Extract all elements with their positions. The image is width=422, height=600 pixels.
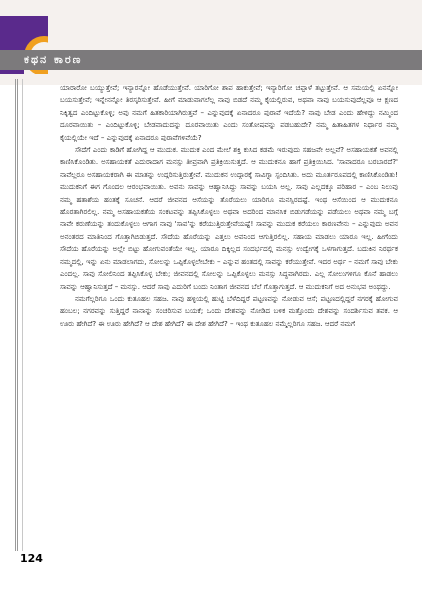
paragraph: ನಮಗೆಲ್ಲರಿಗೂ ಒಂದು ಕುತೂಹಲ ಸಹಜ. ನಾವು ಹಳ್ಳಿಯಲ್ಲಿ ಹುಟ್ಟಿ ಬೆಳೆದಿದ್ದರೆ ಪಟ್ಟಣವನ್ನು ನೋಡುವ ಆಸೆ; ಪಟ್ಟಣದಲ್ಲಿದ್ದರೆ ನಗರಕ್ಕೆ ಹೋಗುವ ಹಂಬಲ; ನಗರವನ್ನು ಸುತ್ತಿದ್ದರೆ ನಾನಾನ್ನು ಸಂಚರಿಸುವ ಬಯಕೆ; ಒಂದು ದೇಶವನ್ನು ನೋಡಿದ ಬಳಿಕ ಮತ್ತೊಂದು ದೇಶವನ್ನು ಸಂದರ್ಶಿಸುವ ತವಕ. ಆ ಊರು ಹೇಗಿದೆ? ಈ ಊರು ಹೇಗಿದೆ? ಆ ದೇಶ ಹೇಗಿದೆ? ಈ ದೇಶ ಹೇಗಿದೆ? – ಇಂಥ ಕುತೂಹಲ ನಮ್ಮೆಲ್ಲರಿಗೂ ಸಹಜ. ಆದರೆ ನಮಗೆ xyxy=(60,293,398,328)
paragraph: ಸೌದೆಗೆ ಎಂದು ಕಾಡಿಗೆ ಹೋಗಿದ್ದ ಆ ಮುದುಕ. ಮುದುಕ ಎಂದ ಮೇಲೆ ಶಕ್ತಿ ಕುಸಿದ ಕಡಮೆ ಇರುವುದು ಸಹಜವೇ ಅಲ್ಲವೆ? ಅಸಹಾಯಕತೆ ಅವನಲ್ಲಿ ಕಾಣಿಸಿಕೊಂಡಿತು. ಅಸಹಾಯಕತೆ ಎದುರಾದಾಗ ಮನಸ್ಸು ತೀವ್ರವಾಗಿ ಪ್ರತಿಕ್ರಿಯಿಸುತ್ತದೆ. ಆ ಮುದುಕನೂ ಹಾಗೆ ಪ್ರತಿಕ್ರಿಯಿಸಿದ. 'ಸಾವಾದರೂ ಬರಬಾರದೆ?' ನಾವೆಲ್ಲರೂ ಅಸಹಾಯಕರಾಗಿ ಈ ಮಾತನ್ನು ಉದ್ಗರಿಸುತ್ತಿರುತ್ತೇವೆ. ಮುದುಕನ ಉದ್ಗಾರಕ್ಕೆ ಸಾವಿಗ್ನಾ ಸ್ಪಂದಿಸಿತು. ಅದು ಮೂರ್ತರೂಪದಲ್ಲಿ ಕಾಣಿಸಿಕೊಂಡಿತು! ಮುದುಕನಿಗೆ ಈಗ ಗೊಂದಲ ಆರಂಭವಾಯಿತು. ಅವನು ಸಾವನ್ನು ಆಹ್ವಾನಿಸಿದ್ದು ಸಾವನ್ನು ಬಯಸಿ ಅಲ್ಲ. ಸಾವು ಎಲ್ಲದಕ್ಕೂ ಪರಿಹಾರ – ಎಂಬ ನಿಲುವು ನಮ್ಮ ಹತಾಶೆಯ ಹಂತಕ್ಕೆ ಸೂಚನೆ. ಆದರೆ ಜೀವನದ ಆಸೆಯನ್ನು ತೊರೆಯಲು ಯಾರಿಗೂ ಮನಸ್ಸಿರದಷ್ಟೆ. ಇಂಥ ಆಸೆಯಿಂದ ಆ ಮುದುಕನೂ ಹೊರತಾಗಿರಲಿಲ್ಲ. ನಮ್ಮ ಅಸಹಾಯಕತೆಯ ಸಂಕಟವನ್ನು ತಪ್ಪಿಸಿಕೊಳ್ಳಲು ಅಥವಾ ಅದರಿಂದ ಮಾನಸಿಕ ಬಿಡುಗಡೆಯನ್ನು ಪಡೆಯಲು ಅಥವಾ ನಮ್ಮ ಬಗ್ಗೆ ನಾವೇ ಕರುಣೆಯನ್ನು ತಂದುಕೊಳ್ಳಲು ಆಗಾಗ ನಾವು 'ಸಾವ'ನ್ನು ಕರೆಯುತ್ತಿರುತ್ತೇವೆಯಷ್ಟೆ! ಸಾವನ್ನು ಮುದುಕ ಕರೆಯಲು ಕಾರಣವೇನು – ಎನ್ನುವುದು ಅವನ ಅನಂತರದ ಮಾತಿನಿಂದ ಗೊತ್ತಾಗಿಬಿಡುತ್ತದೆ. ಸೌದೆಯ ಹೊರೆಯನ್ನು ಎತ್ತಲು ಅವನಿಂದ ಆಗುತ್ತಿರಲಿಲ್ಲ. ಸಹಾಯ ಮಾಡಲು ಯಾರೂ ಇಲ್ಲ. ಹೀಗೆಂದು ಸೌದೆಯ ಹೊರೆಯನ್ನು ಅಲ್ಲೇ ಬಿಟ್ಟು ಹೋಗುವಂತೆಯೇ ಇಲ್ಲ. ಯಾರೂ ದಿಕ್ಕಿಲ್ಲದ ಸಂದರ್ಭದಲ್ಲಿ ಮನಸ್ಸು ಉದ್ವೇಗಕ್ಕೆ ಒಳಗಾಗುತ್ತದೆ. ಬದುಕಿನ ನಿರರ್ಥಕ ನಮ್ಮದಲ್ಲಿ, ಇನ್ನು ಏನು ಮಾಡಲಾಗದು, ಸೋಲನ್ನು ಒಪ್ಪಿಕೊಳ್ಳಲೇಬೇಕು – ಎನ್ನುವ ಹಂತದಲ್ಲಿ ಸಾವನ್ನು ಕರೆಯುತ್ತೇವೆ. ಇದರ ಅರ್ಥ – ನಮಗೆ ಸಾವು ಬೇಕು ಎಂದಲ್ಲ. ಸಾವು ಸೋಲಿನಿಂದ ತಪ್ಪಿಸಿಕೊಳ್ಳ ಬೇಕು; ಜೀವನದಲ್ಲಿ ಸೋಲನ್ನು ಒಪ್ಪಿಕೊಳ್ಳಲು ಮನಸ್ಸು ಸಿದ್ಧವಾಗಿರದು. ಎಲ್ಲ ಸೋಲುಗಳಿಗೂ ಕೊನೆ ಹಾಡಲು ಸಾವನ್ನು ಆಹ್ವಾನಿಸುತ್ತದೆ – ಮನಸ್ಸು. ಆದರೆ ಸಾವು ಎದುರಿಗೆ ಬಂದು ನಿಂತಾಗ ಜೀವನದ ಬೆಲೆ ಗೊತ್ತಾಗುತ್ತದೆ. ಆ ಮುದುಕನಿಗೆ ಅದ ಅನುಭವ ಅಂಥದ್ದು. xyxy=(60,145,398,291)
paragraph: ಯಾರಾರೋ ಬಯ್ಯುತ್ತೇವೆ; ಇನ್ಯಾರನ್ನೋ ಹೊಡೆಯುತ್ತೇವೆ. ಯಾರಿಗೋ ಶಾಪ ಹಾಕುತ್ತೇವೆ; ಇನ್ಯಾರಿಗೋ ಚಪ್ಪಾಳೆ ತಟ್ಟುತ್ತೇವೆ. ಆ ಸಮಯಲ್ಲಿ ಏನನ್ನೋ ಬಯಸುತ್ತೇವೆ; ಇನ್ನೇನನ್ನೋ ತಿರಸ್ಕರಿಸುತ್ತೇವೆ. ಹೀಗೆ ಮಾಡುವಾಗಲೆಲ್ಲ ನಾವು ಬಿಡದೆ ನಮ್ಮ ಕೈಯಲ್ಲಿರುವ, ಅಥವಾ ನಾವು ಬಯಸುವುದೆಲ್ಲವೂ ಆ ಕ್ಷಣದ ನಿಕ್ಕಿತ್ವದ ಎಂದಿಟ್ಟುಕೊಳ್ಳಿ; ಅವು ನಮಗೆ ಹಿತಕಾರಿಯಾಗಿರುತ್ತವೆ – ಎನ್ನುವುದಕ್ಕೆ ಏನಾದರೂ ಪುರಾವೆ ಇದೆಯೆ? ನಾವು ಬೇಡ ಎಂದು ಹೇಳಿದ್ದು ನಮ್ಮಿಂದ ದೂರವಾಯಿತು – ಎಂದಿಟ್ಟುಕೊಳ್ಳಿ; ಬೇಡವಾದುದನ್ನು ದೂರವಾಯಿತು ಎಂದು ಸಂತೋಷವನ್ನು ಪಡಬಹುದೇ? ನಮ್ಮ ಹಿತಾಹಿತಗಳ ನಿರ್ಧಾರ ನಮ್ಮ ಕೈಯಲ್ಲಿಯೇ ಇದೆ – ಎನ್ನುವುದಕ್ಕೆ ಏನಾದರೂ ಪುರಾವೆಗಳಿವೆಯೆ? xyxy=(60,83,398,142)
body-text xyxy=(60,82,398,330)
section-title: ಕಥನ ಕಾರಣ xyxy=(24,53,83,66)
top-band xyxy=(0,0,422,85)
margin-rule xyxy=(15,79,27,551)
page-number: 124 xyxy=(20,552,43,565)
